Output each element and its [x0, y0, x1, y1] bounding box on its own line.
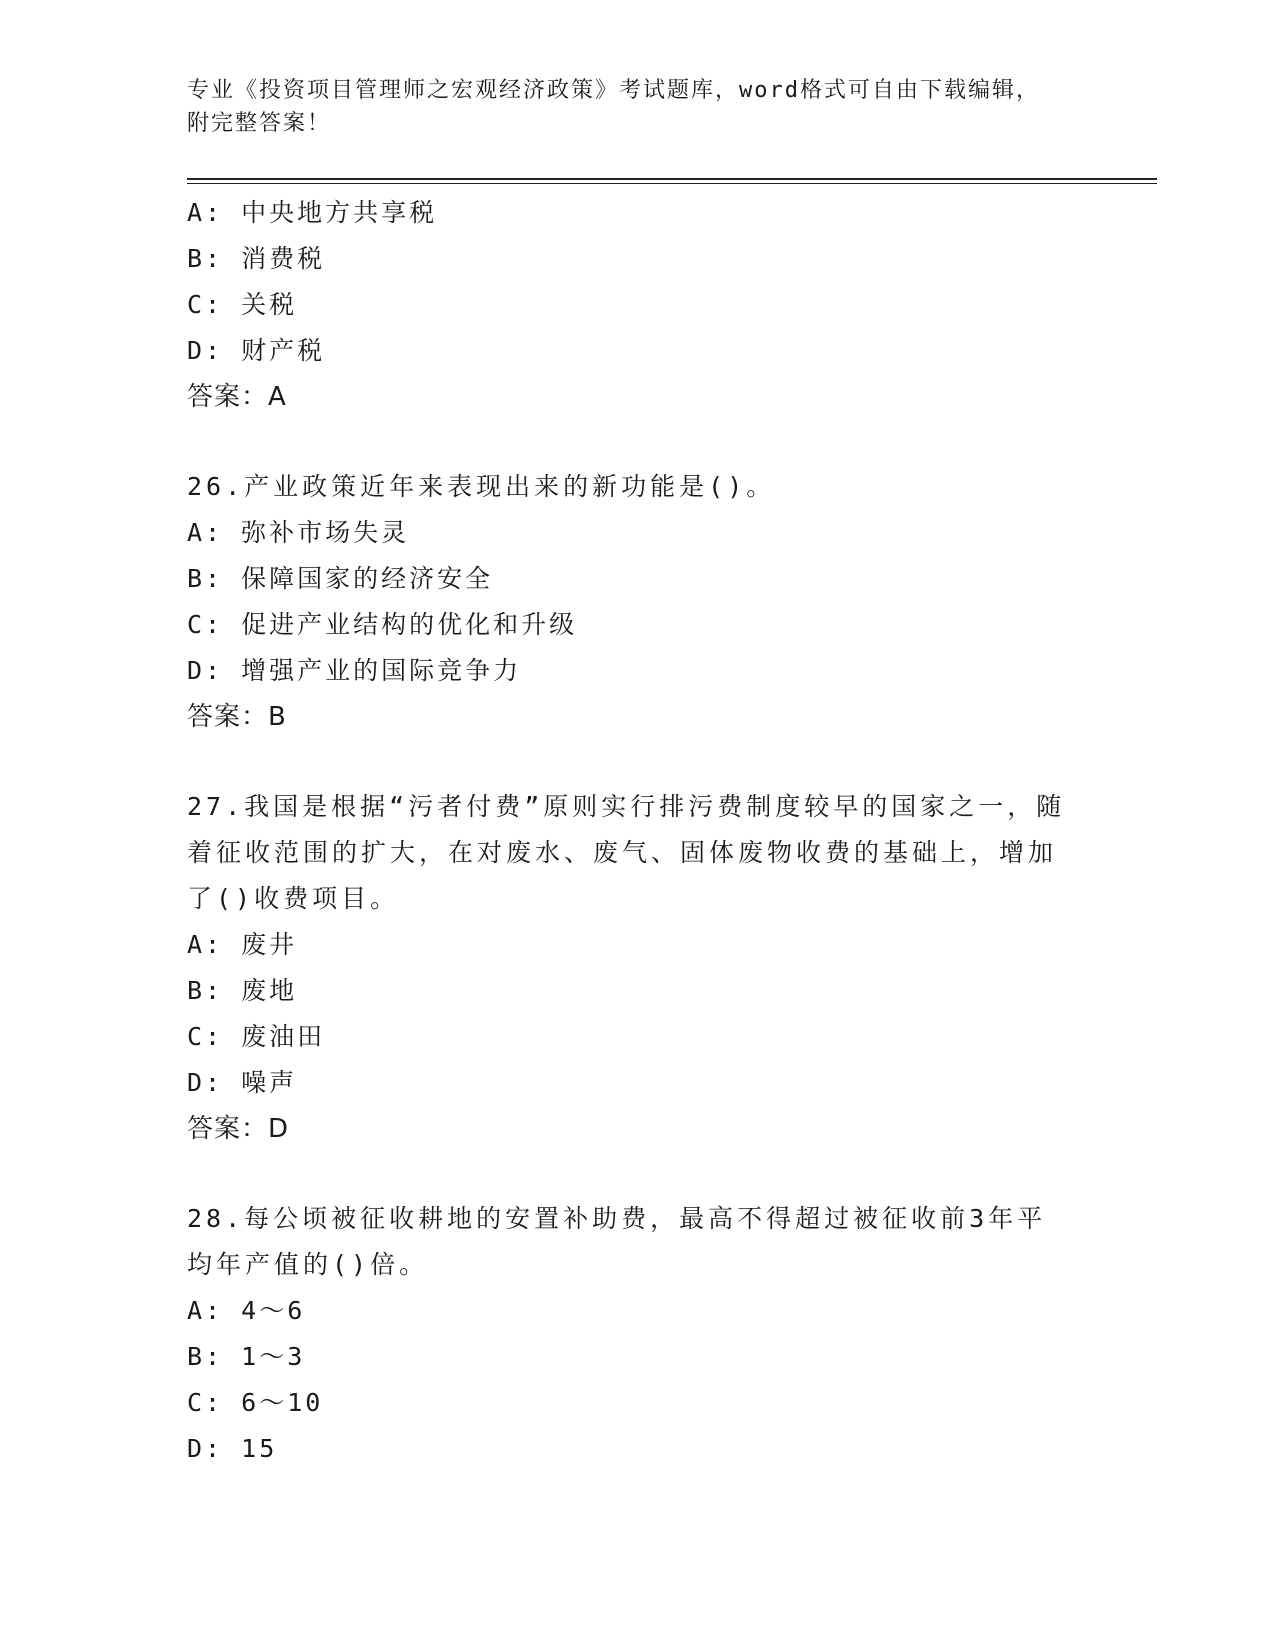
option-d: D: 财产税	[187, 336, 326, 365]
answer-line: 答案：A	[187, 382, 287, 412]
spacer	[187, 420, 1067, 464]
question-text: 27.我国是根据“污者付费”原则实行排污费制度较早的国家之一，随着征收范围的扩大，在对废水、废气、固体废物收费的基础上，增加了()收费项目。	[187, 792, 1066, 913]
spacer	[187, 740, 1067, 784]
header-divider-thin	[187, 183, 1157, 184]
answer-line: 答案：D	[187, 1114, 290, 1144]
option-d: D: 增强产业的国际竞争力	[187, 656, 522, 685]
answer-line: 答案：B	[187, 702, 287, 732]
option-a: A: 4～6	[187, 1296, 306, 1325]
header-divider-thick	[187, 178, 1157, 180]
spacer	[187, 1152, 1067, 1196]
question-28	[187, 1196, 1067, 1472]
header-line-1: 专业《投资项目管理师之宏观经济政策》考试题库，word格式可自由下载编辑，	[187, 78, 1040, 103]
question-25-continued	[187, 190, 1067, 420]
header-line-2: 附完整答案！	[187, 111, 332, 136]
option-b: B: 废地	[187, 976, 298, 1005]
option-a: A: 废井	[187, 930, 298, 959]
option-a: A: 中央地方共享税	[187, 198, 438, 227]
option-b: B: 保障国家的经济安全	[187, 564, 494, 593]
document-content	[187, 190, 1067, 1472]
option-c: C: 促进产业结构的优化和升级	[187, 610, 578, 639]
question-26	[187, 464, 1067, 740]
option-c: C: 6～10	[187, 1388, 324, 1417]
option-b: B: 1～3	[187, 1342, 306, 1371]
option-c: C: 关税	[187, 290, 298, 319]
question-27	[187, 784, 1067, 1152]
option-c: C: 废油田	[187, 1022, 326, 1051]
question-text: 28.每公顷被征收耕地的安置补助费，最高不得超过被征收前3年平均年产值的()倍。	[187, 1204, 1047, 1279]
option-d: D: 噪声	[187, 1068, 298, 1097]
option-b: B: 消费税	[187, 244, 326, 273]
option-a: A: 弥补市场失灵	[187, 518, 410, 547]
option-d: D: 15	[187, 1434, 278, 1463]
question-text: 26.产业政策近年来表现出来的新功能是()。	[187, 472, 776, 501]
document-header	[187, 74, 1067, 140]
